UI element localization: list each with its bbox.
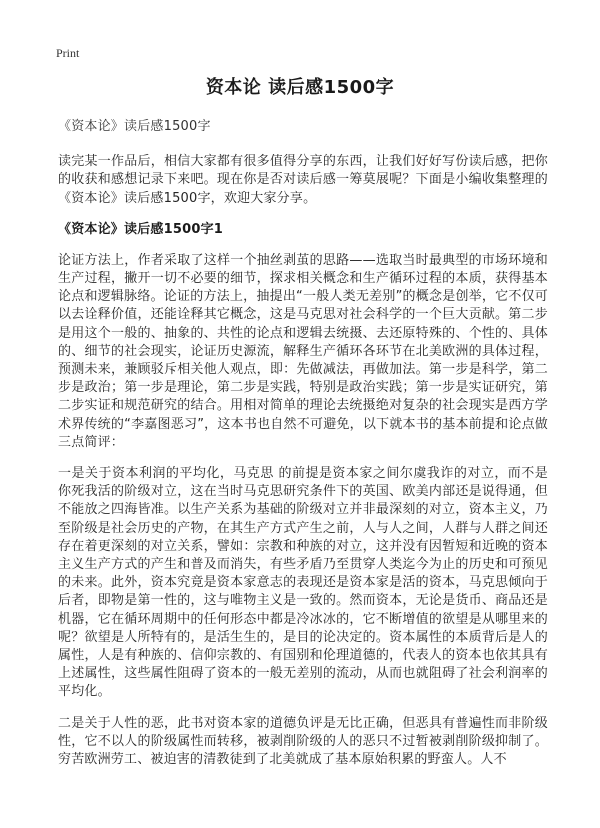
print-link[interactable]: Print bbox=[56, 46, 80, 60]
section-heading: 《资本论》读后感1500字1 bbox=[58, 221, 224, 237]
article-body bbox=[58, 118, 548, 782]
page-title: 资本论 读后感1500字 bbox=[205, 77, 395, 98]
body-paragraph-2: 一是关于资本利润的平均化，马克思 的前提是资本家之间尔虞我诈的对立，而不是你死我活的阶级对立，这在当时马克思研究条件下的英国、欧美内部还是说得通，但不能放之四海皆准。以生产关系为基础的阶级对立并非最深刻的对立，资本主义，乃至阶级是社会历史的产物，在其生产方式产生之前，人与人之间，人群与人群之间还存在着更深刻的对立关系，譬如：宗教和种族的对立，这并没有因暂短和近晚的资本主义生产方式的产生和普及而消失，有些矛盾乃至贯穿人类迄今为止的历史和可预见的未来。此外，资本究竟是资本家意志的表现还是资本家是活的资本，马克思倾向于后者，即物是第一性的，这与唯物主义是一致的。然而资本，无论是货币、商品还是机器，它在循环周期中的任何形态中都是冷冰冰的，它不断增值的欲望是从哪里来的呢？欲望是人所特有的，是活生生的，是目的论决定的。资本属性的本质背后是人的属性，人是有种族的、信仰宗教的、有国别和伦理道德的，代表人的资本也依其具有上述属性，这些属性阻碍了资本的一般无差别的流动，从而也就阻碍了社会利润率的平均化。 bbox=[58, 466, 548, 700]
body-paragraph-1: 论证方法上，作者采取了这样一个抽丝剥茧的思路——选取当时最典型的市场环境和生产过程，撇开一切不必要的细节，探求相关概念和生产循环过程的本质，获得基本论点和逻辑脉络。论证的方法上，抽提出“一般人类无差别”的概念是创举，它不仅可以去诠释价值，还能诠释其它概念，这是马克思对社会科学的一个巨大贡献。第二步是用这个一般的、抽象的、共性的论点和逻辑去统摄、去还原特殊的、个性的、具体的、细节的社会现实，论证历史源流，解释生产循环各环节在北美欧洲的具体过程，预测未来，兼顾驳斥相关他人观点，即：先做减法，再做加法。第一步是科学，第二步是政治；第一步是理论，第二步是实践，特别是政治实践；第一步是实证研究，第二步实证和规范研究的结合。用相对简单的理论去统摄绝对复杂的社会现实是西方学术界传统的“李嘉图恶习”，这本书也自然不可避免，以下就本书的基本前提和论点做三点简评： bbox=[58, 252, 548, 450]
body-paragraph-3: 二是关于人性的恶，此书对资本家的道德负评是无比正确，但恶具有普遍性而非阶级性，它不以人的阶级属性而转移，被剥削阶级的人的恶只不过暂被剥削阶级抑制了。穷苦欧洲劳工、被迫害的清教徒到了北美就成了基本原始积累的野蛮人。人不 bbox=[58, 715, 548, 768]
intro-paragraph: 读完某一作品后，相信大家都有很多值得分享的东西，让我们好好写份读后感，把你的收获和感想记录下来吧。现在你是否对读后感一筹莫展呢？下面是小编收集整理的《资本论》读后感1500字，欢迎大家分享。 bbox=[58, 154, 548, 206]
article-subtitle: 《资本论》读后感1500字 bbox=[58, 119, 211, 134]
